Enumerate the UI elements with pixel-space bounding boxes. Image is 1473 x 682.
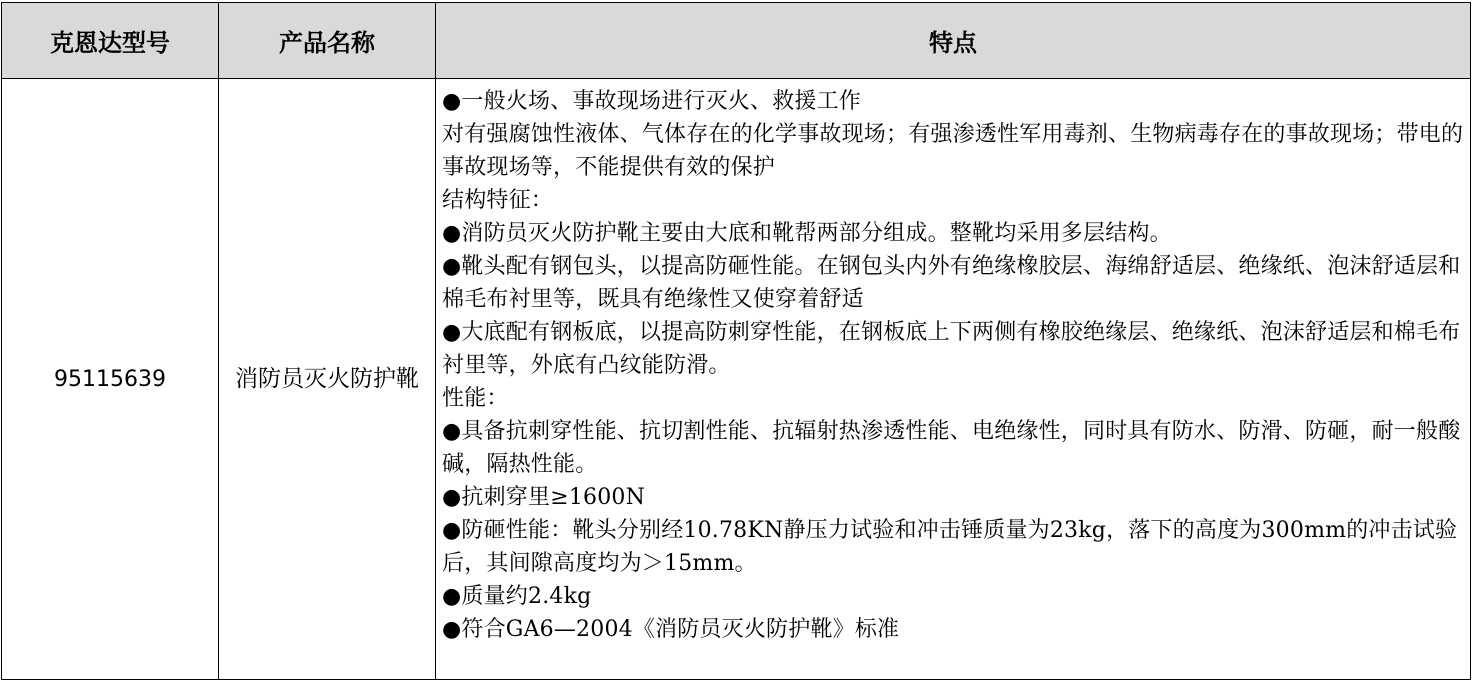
feature-line: 对有强腐蚀性液体、气体存在的化学事故现场；有强渗透性军用毒剂、生物病毒存在的事故现场；带电的事故现场等，不能提供有效的保护 [442,122,1464,180]
model-number-cell: 95115639 [2,79,219,680]
feature-line: ●防砸性能：靴头分别经10.78KN静压力试验和冲击锤质量为23kg，落下的高度为300mm的冲击试验后，其间隙高度均为＞15mm。 [442,518,1458,576]
feature-line: ●符合GA6—2004《消防员灭火防护靴》标准 [442,617,900,642]
feature-line: ●消防员灭火防护靴主要由大底和靴帮两部分组成。整靴均采用多层结构。 [442,221,1172,246]
features-cell [436,79,1471,680]
feature-line: ●大底配有钢板底，以提高防刺穿性能，在钢板底上下两侧有橡胶绝缘层、绝缘纸、泡沫舒适层和棉毛布衬里等，外底有凸纹能防滑。 [442,320,1461,378]
header-model: 克恩达型号 [2,3,219,79]
header-product-name: 产品名称 [219,3,436,79]
product-name-cell: 消防员灭火防护靴 [219,79,436,680]
product-spec-table [1,2,1471,680]
feature-line: 性能： [442,386,509,411]
header-features: 特点 [436,3,1471,79]
feature-line: ●一般火场、事故现场进行灭火、救援工作 [442,89,861,114]
table-row [2,79,1471,680]
feature-line: ●具备抗刺穿性能、抗切割性能、抗辐射热渗透性能、电绝缘性，同时具有防水、防滑、防砸，耐一般酸碱，隔热性能。 [442,419,1461,477]
feature-line: ●靴头配有钢包头，以提高防砸性能。在钢包头内外有绝缘橡胶层、海绵舒适层、绝缘纸、泡沫舒适层和棉毛布衬里等，既具有绝缘性又使穿着舒适 [442,254,1461,312]
feature-line: ●质量约2.4kg [442,584,592,609]
header-row [2,3,1471,79]
feature-line: ●抗刺穿里≥1600N [442,485,646,510]
feature-line: 结构特征： [442,188,554,213]
